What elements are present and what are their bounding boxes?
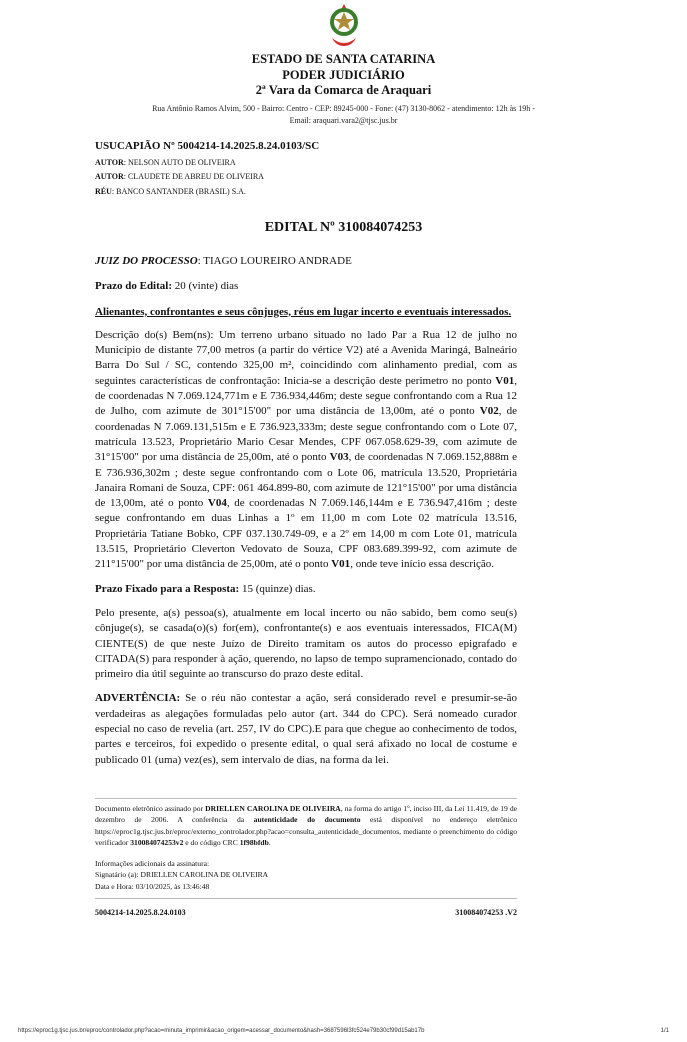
court-address [0, 103, 687, 127]
page-number: 1/1 [660, 1027, 669, 1034]
case-number: USUCAPIÃO Nº 5004214-14.2025.8.24.0103/SC [95, 139, 320, 152]
signature-info [95, 858, 517, 892]
signature-info-title: Informações adicionais da assinatura: [95, 859, 210, 869]
divider [95, 798, 517, 799]
document-code: 310084074253 .V2 [455, 907, 517, 917]
party-author-1: AUTOR: NELSON AUTO DE OLIVEIRA [95, 157, 236, 167]
signatory: Signatário (a): DRIELLEN CAROLINA DE OLIVEIRA [95, 870, 269, 880]
property-description: Descrição do(s) Bem(ns): Um terreno urbano situado no lado Par a Rua 12 de julho no Município de distante 77,00 metros (a partir do vértice V2) até a Avenida Maringá, Balneário Barra Do Sul / SC, contendo 325,00 m², coincidindo com alinhamento predial, com as seguintes características de confrontação: Inicia-se a descrição deste perimetro no ponto V01, de coordenadas N 7.069.124,771m e E 736.934,446m; deste segue confrontando com a Rua 12 de Julho, com azimute de 301°15'00" por uma distância de 13,00m, até o ponto V02, de coordenadas N 7.069.131,515m e E 736.923,333m; deste segue confrontando com o Lote 07, matrícula 13.523, Proprietário Mario Cesar Mendes, CPF 067.058.629-39, com azimute de 31°15'00" por uma distância de 25,00m, até o ponto V03, de coordenadas N 7.069.152,888m e E 736.936,302m ; deste segue confrontando com o Lote 06, matrícula 13.520, Proprietária Janaira Romani de Souza, CPF: 061 464.899-80, com azimute de 121°15'00" por uma distância de 13,00m, até o ponto V04, de coordenadas N 7.069.146,144m e E 736.947,416m ; deste segue confrontando em duas Linhas a 1º em 11,00 m com Lote 02 matrícula 13.516, Proprietária Tatiane Bobko, CPF 037.130.749-09, e a 2º em 14,00 m com Lote 01, matrícula 13.515, Proprietário Cleverton Vedovato de Souza, CPF 083.689.399-92, com azimute de 211°15'00" por uma distância de 25,00m, até o ponto V01, onde teve início essa descrição. [95, 328, 517, 571]
edital-title: EDITAL Nº 310084074253 [264, 220, 423, 235]
edital-deadline: Prazo do Edital: 20 (vinte) dias [95, 280, 239, 293]
parties-list [95, 156, 517, 200]
divider [95, 898, 517, 899]
coat-of-arms-emblem [326, 2, 362, 48]
citation-text: Pelo presente, a(s) pessoa(s), atualmente em local incerto ou não sabido, bem como seu(s) cônjuge(s), se casada(o)(s) for(em), confrontante(s) e aos eventuais interessados, FICA(M) CIENTE(S) de que neste Juízo de Direito tramitam os autos do processo epigrafado e CITADA(S) para responder à ação, querendo, no lapso de tempo supramencionado, contado do primeiro dia útil seguinte ao transcurso do prazo deste edital. [95, 606, 517, 681]
print-footer [18, 1018, 669, 1042]
email-line: Email: araquari.vara2@tjsc.jus.br [289, 115, 398, 125]
address-line: Rua Antônio Ramos Alvim, 500 - Bairro: Centro - CEP: 89245-000 - Fone: (47) 3130-8062 - atendimento: 12h às 19h - [152, 103, 535, 113]
court-name: 2ª Vara da Comarca de Araquari [255, 83, 432, 97]
process-number: 5004214-14.2025.8.24.0103 [95, 907, 186, 917]
judge-line: JUIZ DO PROCESSO: TIAGO LOUREIRO ANDRADE [95, 255, 352, 267]
letterhead [0, 52, 687, 99]
addressees: Alienantes, confrontantes e seus cônjuges, réus em lugar incerto e eventuais interessados. [95, 305, 512, 318]
signature-datetime: Data e Hora: 03/10/2025, às 13:46:48 [95, 881, 210, 891]
print-url: https://eproc1g.tjsc.jus.br/eproc/controlador.php?acao=minuta_imprimir&acao_origem=acessar_documento&hash=3687596l3fc524e79b30cf99d15ab17b [18, 1027, 425, 1034]
warning-text: ADVERTÊNCIA: Se o réu não contestar a ação, será considerado revel e presumir-se-ão verdadeiras as alegações formuladas pelo autor (art. 344 do CPC). Será nomeado curador especial no caso de revelia (art. 257, IV do CPC).E para que chegue ao conhecimento de todos, partes e terceiros, foi expedido o presente edital, o qual será afixado no local de costume e publicado 01 (uma) vez(es), sem intervalo de dias, na forma da lei. [95, 692, 517, 766]
party-defendant: RÉU: BANCO SANTANDER (BRASIL) S.A. [95, 186, 246, 196]
state-name: ESTADO DE SANTA CATARINA [251, 52, 436, 66]
signature-block: Documento eletrônico assinado por DRIELLEN CAROLINA DE OLIVEIRA, na forma do artigo 1º, inciso III, da Lei 11.419, de 19 de dezembro de 2006. A conferência da autenticidade do documento está disponível no endereço eletrônico https://eproc1g.tjsc.jus.br/eproc/externo_controlador.php?acao=consulta_autenticidade_documentos, mediante o preenchimento do código verificador 310084074253v2 e do código CRC 1f98bfdb. [95, 803, 517, 847]
page-spacer [0, 918, 687, 1018]
document-footer [95, 908, 517, 918]
party-author-2: AUTOR: CLAUDETE DE ABREU DE OLIVEIRA [95, 172, 264, 181]
branch-name: PODER JUDICIÁRIO [282, 67, 405, 82]
response-deadline: Prazo Fixado para a Resposta: 15 (quinze) dias. [95, 582, 316, 595]
